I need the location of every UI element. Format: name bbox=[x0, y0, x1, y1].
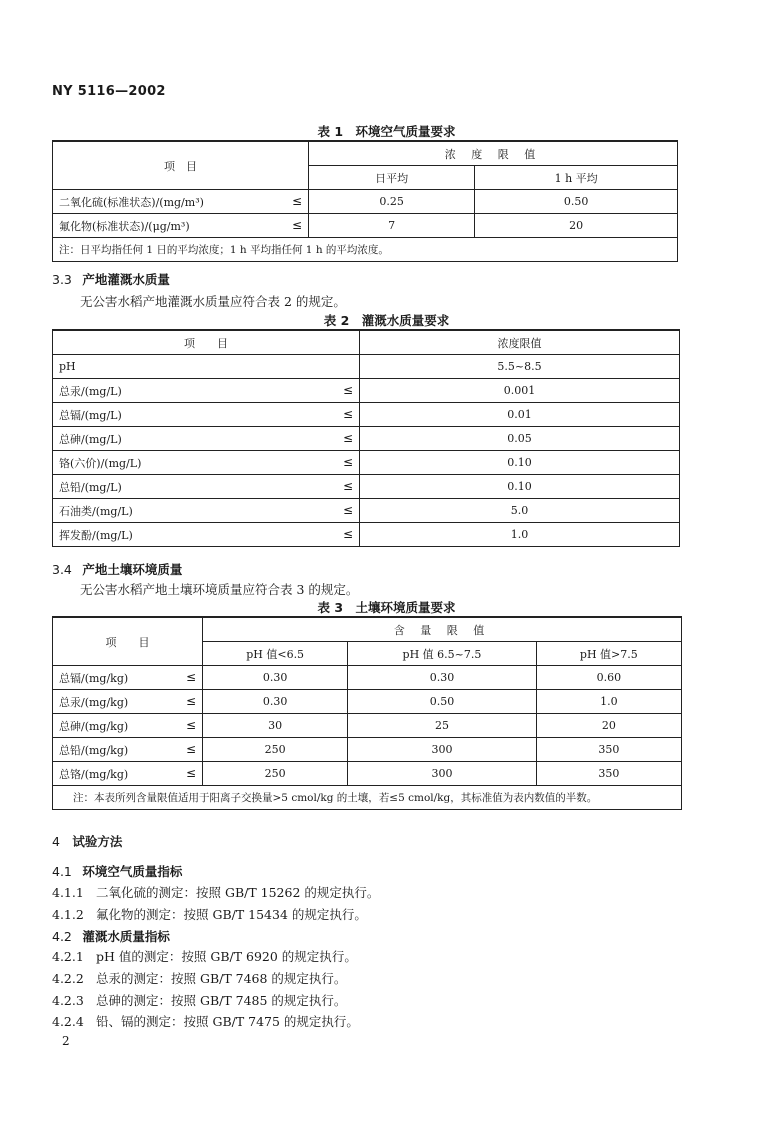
le-sign: ≤ bbox=[342, 454, 353, 469]
table-row bbox=[53, 690, 682, 714]
table3-header-limit: 含 量 限 值 bbox=[203, 617, 682, 642]
section-4-2-2: 4.2.2 总汞的测定：按照 GB/T 7468 的规定执行。 bbox=[52, 971, 347, 986]
section-4-heading: 4 试验方法 bbox=[52, 834, 123, 849]
table3-header-ph-low: pH 值<6.5 bbox=[203, 642, 348, 666]
row-value: 350 bbox=[536, 738, 681, 762]
row-item: 石油类/(mg/L) bbox=[59, 504, 133, 518]
table3-caption: 表 3 土壤环境质量要求 bbox=[317, 600, 456, 615]
row-value: 0.001 bbox=[360, 379, 680, 403]
row-value: 1.0 bbox=[536, 690, 681, 714]
le-sign: ≤ bbox=[185, 669, 196, 684]
table2-header-limit: 浓度限值 bbox=[360, 330, 680, 355]
row-item: 总铅/(mg/kg) bbox=[59, 743, 129, 757]
le-sign: ≤ bbox=[185, 717, 196, 732]
table3 bbox=[52, 616, 682, 810]
row-value: 0.25 bbox=[309, 190, 475, 214]
row-value: 0.10 bbox=[360, 451, 680, 475]
row-value: 7 bbox=[309, 214, 475, 238]
le-sign: ≤ bbox=[342, 406, 353, 421]
table-row bbox=[53, 523, 680, 547]
row-value: 20 bbox=[475, 214, 678, 238]
table-row bbox=[53, 738, 682, 762]
table-row bbox=[53, 714, 682, 738]
table1-header-limit: 浓 度 限 值 bbox=[309, 141, 678, 166]
row-value: 300 bbox=[348, 762, 536, 786]
table3-note: 注：本表所列含量限值适用于阳离子交换量>5 cmol/kg 的土壤，若≤5 cmol/kg，其标准值为表内数值的半数。 bbox=[53, 786, 682, 810]
row-value: 350 bbox=[536, 762, 681, 786]
section-3-3-heading: 3.3 产地灌溉水质量 bbox=[52, 272, 170, 287]
section-3-3-body: 无公害水稻产地灌溉水质量应符合表 2 的规定。 bbox=[80, 294, 346, 309]
row-item: 铬(六价)/(mg/L) bbox=[59, 456, 142, 470]
row-value: 20 bbox=[536, 714, 681, 738]
row-item: 总砷/(mg/kg) bbox=[59, 719, 129, 733]
table3-header-item: 项 目 bbox=[53, 617, 203, 666]
row-item: 二氧化硫(标准状态)/(mg/m³) bbox=[59, 195, 204, 209]
row-item: 挥发酚/(mg/L) bbox=[59, 528, 133, 542]
le-sign: ≤ bbox=[291, 193, 302, 208]
section-4-2-1: 4.2.1 pH 值的测定：按照 GB/T 6920 的规定执行。 bbox=[52, 949, 357, 964]
row-value: 25 bbox=[348, 714, 536, 738]
le-sign: ≤ bbox=[185, 741, 196, 756]
row-value: 0.50 bbox=[348, 690, 536, 714]
le-sign: ≤ bbox=[342, 478, 353, 493]
section-4-2-3: 4.2.3 总砷的测定：按照 GB/T 7485 的规定执行。 bbox=[52, 993, 347, 1008]
section-4-2-4: 4.2.4 铅、镉的测定：按照 GB/T 7475 的规定执行。 bbox=[52, 1014, 359, 1029]
row-item: 总砷/(mg/L) bbox=[59, 432, 122, 446]
row-value: 0.50 bbox=[475, 190, 678, 214]
row-item: 总铬/(mg/kg) bbox=[59, 767, 129, 781]
row-value: 300 bbox=[348, 738, 536, 762]
le-sign: ≤ bbox=[342, 382, 353, 397]
standard-code: NY 5116—2002 bbox=[52, 84, 166, 99]
row-value: 5.5~8.5 bbox=[360, 355, 680, 379]
row-value: 0.30 bbox=[348, 666, 536, 690]
section-4-1-2: 4.1.2 氟化物的测定：按照 GB/T 15434 的规定执行。 bbox=[52, 907, 367, 922]
table2 bbox=[52, 329, 680, 547]
row-value: 250 bbox=[203, 762, 348, 786]
row-value: 0.30 bbox=[203, 690, 348, 714]
table-row bbox=[53, 451, 680, 475]
section-3-4-body: 无公害水稻产地土壤环境质量应符合表 3 的规定。 bbox=[80, 582, 359, 597]
row-value: 0.10 bbox=[360, 475, 680, 499]
table2-header-item: 项 目 bbox=[53, 330, 360, 355]
row-value: 0.05 bbox=[360, 427, 680, 451]
table-row bbox=[53, 355, 680, 379]
le-sign: ≤ bbox=[291, 217, 302, 232]
row-item: 氟化物(标准状态)/(μg/m³) bbox=[59, 219, 190, 233]
table-row bbox=[53, 475, 680, 499]
table1 bbox=[52, 140, 678, 262]
row-value: 0.60 bbox=[536, 666, 681, 690]
table-row bbox=[53, 403, 680, 427]
table1-caption: 表 1 环境空气质量要求 bbox=[317, 124, 456, 139]
row-item: 总汞/(mg/L) bbox=[59, 384, 122, 398]
table-row bbox=[53, 190, 678, 214]
le-sign: ≤ bbox=[342, 502, 353, 517]
table-row bbox=[53, 762, 682, 786]
le-sign: ≤ bbox=[342, 526, 353, 541]
table-row bbox=[53, 379, 680, 403]
row-value: 250 bbox=[203, 738, 348, 762]
row-value: 0.01 bbox=[360, 403, 680, 427]
le-sign: ≤ bbox=[185, 765, 196, 780]
section-4-1-heading: 4.1 环境空气质量指标 bbox=[52, 864, 183, 879]
row-value: 30 bbox=[203, 714, 348, 738]
table-row bbox=[53, 214, 678, 238]
row-value: 1.0 bbox=[360, 523, 680, 547]
le-sign: ≤ bbox=[185, 693, 196, 708]
row-item: 总铅/(mg/L) bbox=[59, 480, 122, 494]
le-sign: ≤ bbox=[342, 430, 353, 445]
table1-header-hourly: 1 h 平均 bbox=[475, 166, 678, 190]
row-value: 0.30 bbox=[203, 666, 348, 690]
table1-header-item: 项 目 bbox=[53, 141, 309, 190]
row-item: 总镉/(mg/kg) bbox=[59, 671, 129, 685]
table-row bbox=[53, 499, 680, 523]
row-item: pH bbox=[59, 360, 76, 373]
table-row bbox=[53, 666, 682, 690]
section-4-1-1: 4.1.1 二氧化硫的测定：按照 GB/T 15262 的规定执行。 bbox=[52, 885, 380, 900]
section-3-4-heading: 3.4 产地土壤环境质量 bbox=[52, 562, 183, 577]
row-item: 总镉/(mg/L) bbox=[59, 408, 122, 422]
table1-header-daily: 日平均 bbox=[309, 166, 475, 190]
table-row bbox=[53, 427, 680, 451]
table3-header-ph-mid: pH 值 6.5~7.5 bbox=[348, 642, 536, 666]
table2-caption: 表 2 灌溉水质量要求 bbox=[323, 313, 450, 328]
table1-note: 注：日平均指任何 1 日的平均浓度；1 h 平均指任何 1 h 的平均浓度。 bbox=[53, 238, 678, 262]
row-value: 5.0 bbox=[360, 499, 680, 523]
row-item: 总汞/(mg/kg) bbox=[59, 695, 129, 709]
table3-header-ph-high: pH 值>7.5 bbox=[536, 642, 681, 666]
section-4-2-heading: 4.2 灌溉水质量指标 bbox=[52, 929, 170, 944]
page-number: 2 bbox=[62, 1034, 70, 1048]
